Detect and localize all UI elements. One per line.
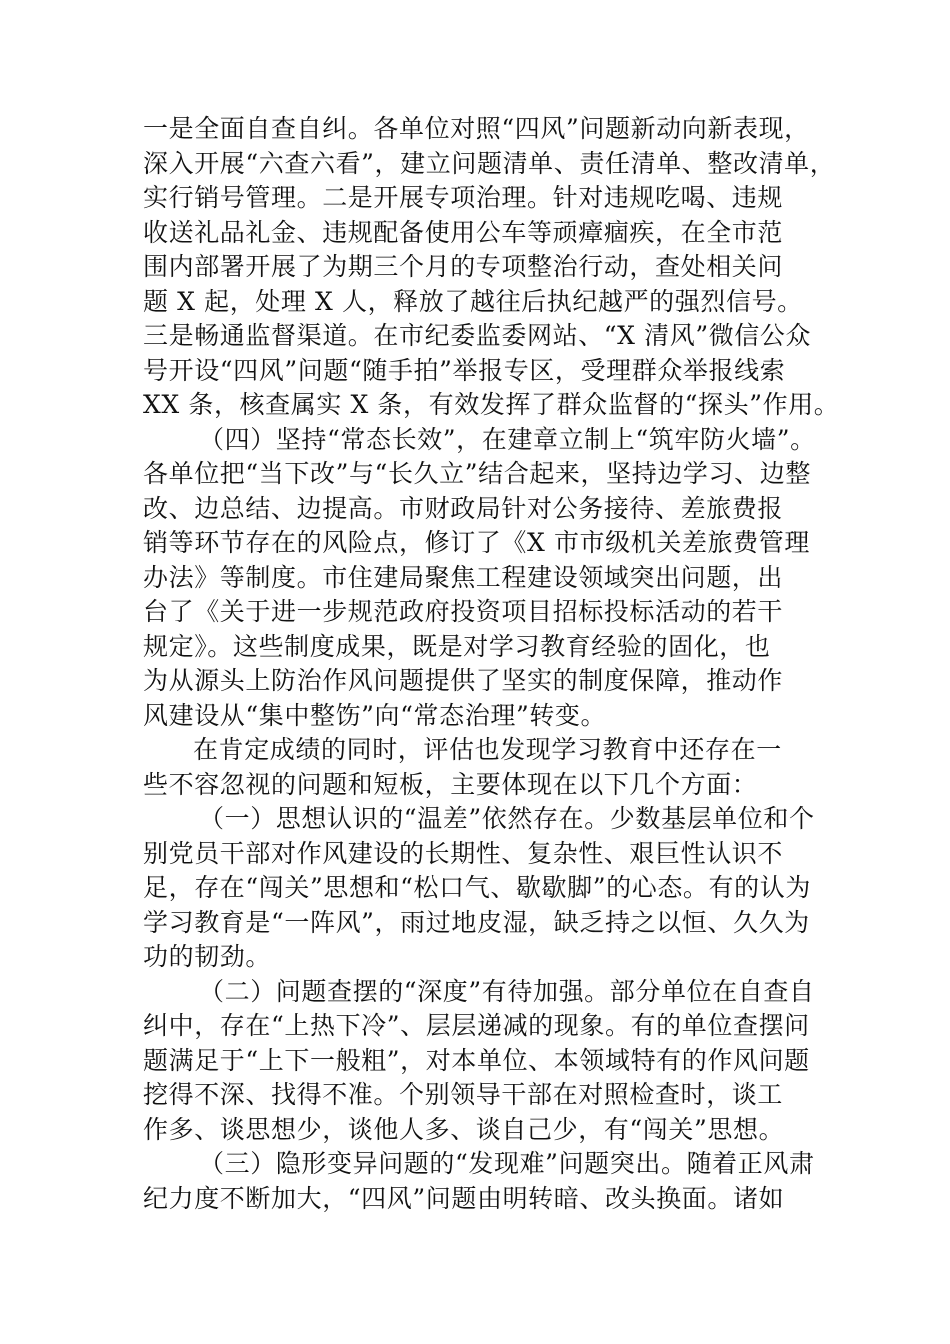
- text-line: 围内部署开展了为期三个月的专项整治行动，查处相关问: [143, 252, 784, 281]
- text-line: 题 X 起，处理 X 人，释放了越往后执纪越严的强烈信号。: [143, 286, 803, 316]
- text-line: 一是全面自查自纠。各单位对照“四风”问题新动向新表现，: [143, 114, 810, 143]
- text-line: 足，存在“闯关”思想和“松口气、歇歇脚”的心态。有的认为: [143, 873, 811, 902]
- text-line: 学习教育是“一阵风”，雨过地皮湿，缺乏持之以恒、久久为: [143, 907, 810, 937]
- text-line: 纠中，存在“上热下冷”、层层递减的现象。有的单位查摆问: [143, 1011, 810, 1040]
- text-line: 规定》。这些制度成果，既是对学习教育经验的固化，也: [143, 631, 771, 661]
- text-line: 实行销号管理。二是开展专项治理。针对违规吃喝、违规: [143, 183, 784, 212]
- text-line: 号开设“四风”问题“随手拍”举报专区，受理群众举报线索: [143, 355, 786, 385]
- text-line: 办法》等制度。市住建局聚焦工程建设领域突出问题，出: [143, 562, 784, 592]
- text-line: 作多、谈思想少，谈他人多、谈自己少，有“闯关”思想。: [143, 1114, 785, 1144]
- text-line: 销等环节存在的风险点，修订了《X 市市级机关差旅费管理: [143, 528, 810, 557]
- text-line: 台了《关于进一步规范政府投资项目招标投标活动的若干: [143, 597, 784, 626]
- text-line: 各单位把“当下改”与“长久立”结合起来，坚持边学习、边整: [143, 459, 811, 488]
- section-heading-line: （四）坚持“常态长效”，在建章立制上“筑牢防火墙”。: [199, 424, 816, 454]
- text-line: 收送礼品礼金、违规配备使用公车等顽瘴痼疾，在全市范: [143, 217, 784, 247]
- text-line: 功的韧劲。: [143, 942, 272, 971]
- text-line: 纪力度不断加大，“四风”问题由明转暗、改头换面。诸如: [143, 1183, 785, 1213]
- section-heading-line: （三）隐形变异问题的“发现难”问题突出。随着正风肃: [199, 1149, 815, 1178]
- text-line: 为从源头上防治作风问题提供了坚实的制度保障，推动作: [143, 666, 784, 695]
- paragraph-start-line: 在肯定成绩的同时，评估也发现学习教育中还存在一: [193, 735, 782, 764]
- text-line: 三是畅通监督渠道。在市纪委监委网站、“X 清风”微信公众: [143, 321, 812, 350]
- text-line: 风建设从“集中整饬”向“常态治理”转变。: [143, 700, 607, 730]
- section-heading-line: （二）问题查摆的“深度”有待加强。部分单位在自查自: [199, 976, 815, 1006]
- text-line: 挖得不深、找得不准。个别领导干部在对照检查时，谈工: [143, 1080, 784, 1109]
- text-line: 深入开展“六查六看”，建立问题清单、责任清单、整改清单，: [143, 148, 836, 178]
- text-line: 些不容忽视的问题和短板，主要体现在以下几个方面：: [143, 769, 758, 799]
- document-body: [143, 112, 840, 1216]
- text-line: XX 条，核查属实 X 条，有效发挥了群众监督的“探头”作用。: [143, 390, 840, 419]
- text-line: 改、边总结、边提高。市财政局针对公务接待、差旅费报: [143, 493, 784, 523]
- section-heading-line: （一）思想认识的“温差”依然存在。少数基层单位和个: [199, 804, 815, 833]
- text-line: 别党员干部对作风建设的长期性、复杂性、艰巨性认识不: [143, 838, 784, 868]
- text-line: 题满足于“上下一般粗”，对本单位、本领域特有的作风问题: [143, 1045, 810, 1075]
